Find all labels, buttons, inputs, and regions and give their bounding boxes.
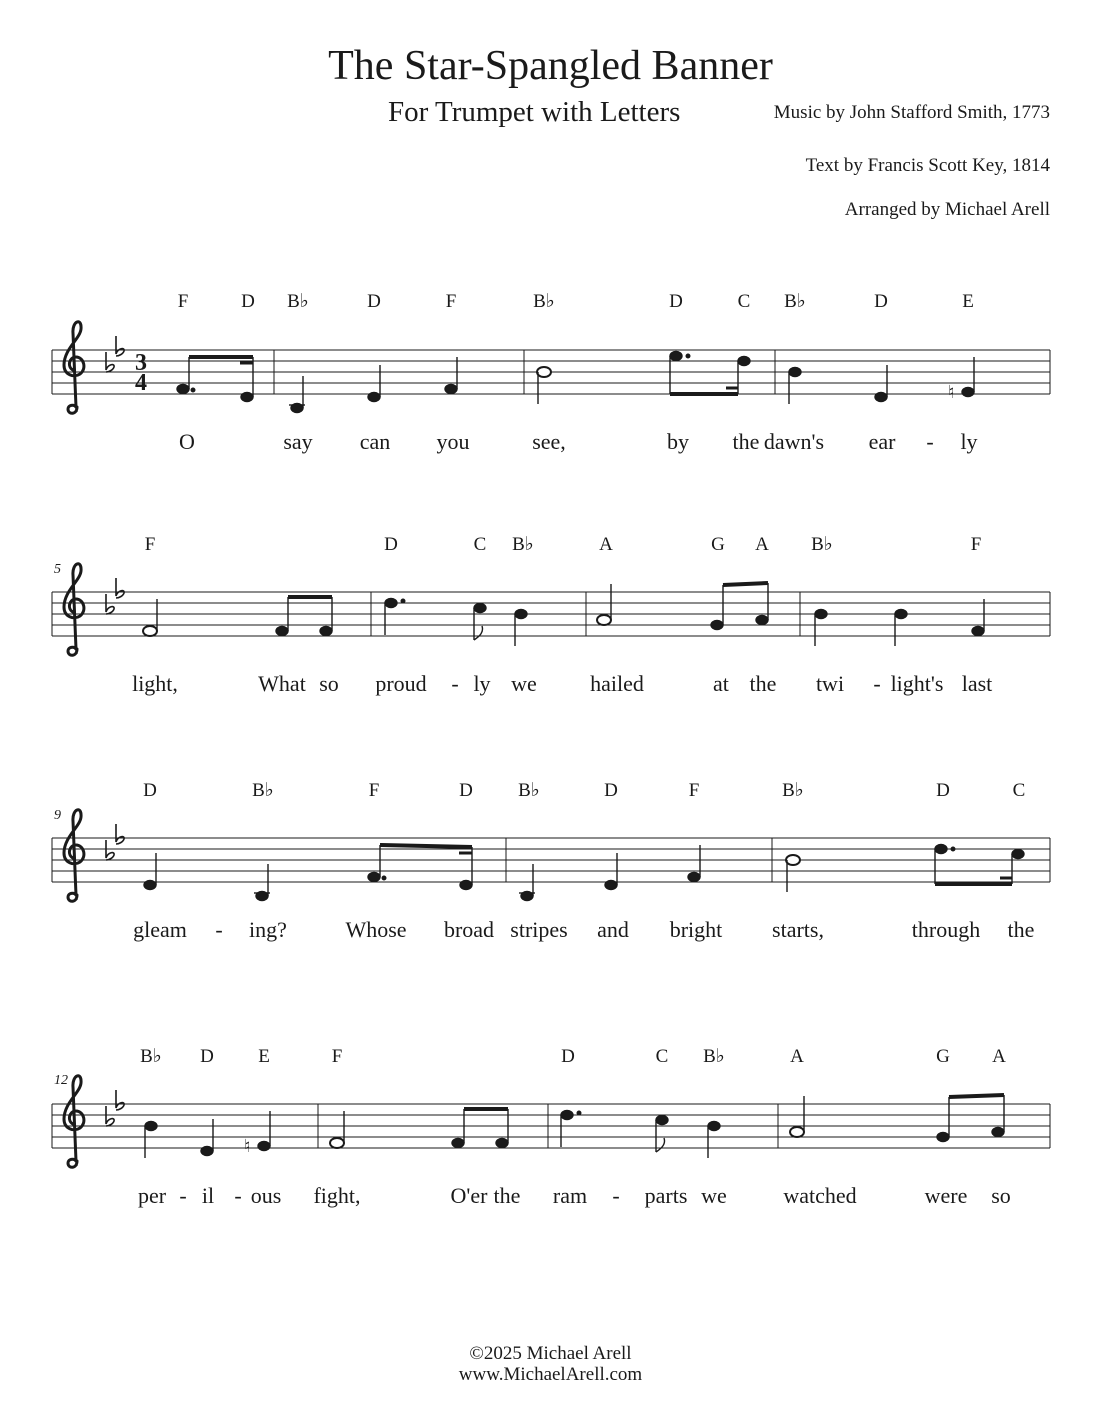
measure-number: 9 <box>54 808 61 823</box>
lyric-syllable: broad <box>443 917 495 942</box>
note-letter: D <box>367 291 381 312</box>
note-letter: G <box>711 534 725 555</box>
lyric-syllable: ear <box>868 429 896 454</box>
lyric-syllable: we <box>701 1183 727 1208</box>
lyric-syllable: say <box>283 429 313 454</box>
flat-icon <box>116 1090 124 1110</box>
text-credit: Text by Francis Scott Key, 1814 <box>805 155 1050 176</box>
flat-icon <box>116 336 124 356</box>
lyric-syllable: bright <box>669 917 723 942</box>
staff-system-2 <box>52 564 1050 656</box>
measure-number: 12 <box>54 1073 68 1088</box>
note-letter: A <box>755 534 769 555</box>
lyric-syllable: were <box>924 1183 968 1208</box>
note-letter: B♭ <box>703 1046 725 1067</box>
note-letter: G <box>936 1046 950 1067</box>
note-letter: E <box>258 1046 270 1067</box>
lyric-syllable: - <box>179 1183 187 1208</box>
note-letter: B♭ <box>287 291 309 312</box>
lyric-syllable: - <box>215 917 223 942</box>
lyric-syllable: fight, <box>313 1183 361 1208</box>
treble-clef-icon <box>64 564 84 656</box>
note-letter: C <box>1012 780 1026 801</box>
time-signature-bottom: 4 <box>135 370 147 396</box>
lyric-syllable: hailed <box>590 671 644 696</box>
note-letter: B♭ <box>782 780 804 801</box>
note-letter: D <box>604 780 618 801</box>
lyric-syllable: stripes <box>510 917 568 942</box>
lyrics <box>132 429 1034 1208</box>
copyright-text: ©2025 Michael Arell <box>469 1343 632 1364</box>
note-letter: A <box>790 1046 804 1067</box>
lyric-syllable: - <box>451 671 459 696</box>
lyric-syllable: so <box>319 671 339 696</box>
staff-system-1 <box>52 322 1050 414</box>
lyric-syllable: you <box>436 429 470 454</box>
flat-icon <box>106 840 114 860</box>
lyric-syllable: - <box>612 1183 620 1208</box>
lyric-syllable: the <box>749 671 777 696</box>
lyric-syllable: and <box>597 917 629 942</box>
lyric-syllable: by <box>667 429 689 454</box>
notes <box>144 845 1024 901</box>
website-link[interactable]: www.MichaelArell.com <box>458 1364 643 1385</box>
lyric-syllable: see, <box>532 429 566 454</box>
lyric-syllable: per <box>137 1183 167 1208</box>
lyric-syllable: the <box>1007 917 1035 942</box>
footer <box>0 1343 1101 1385</box>
note-letter: C <box>473 534 487 555</box>
note-letter: D <box>143 780 157 801</box>
svg-text:♮: ♮ <box>244 1136 251 1156</box>
staff-lines <box>52 838 1050 882</box>
note-letter: A <box>599 534 613 555</box>
note-letter: D <box>384 534 398 555</box>
lyric-syllable: ly <box>960 429 978 454</box>
measure-number: 5 <box>54 562 61 577</box>
lyric-syllable: light's <box>890 671 944 696</box>
lyric-syllable: so <box>991 1183 1011 1208</box>
lyric-syllable: last <box>961 671 993 696</box>
treble-clef-icon <box>64 810 84 902</box>
note-letter: B♭ <box>784 291 806 312</box>
lyric-syllable: Whose <box>345 917 407 942</box>
note-letter: D <box>936 780 950 801</box>
page-title: The Star-Spangled Banner <box>328 43 773 89</box>
lyric-syllable: we <box>511 671 537 696</box>
treble-clef-icon <box>64 1076 84 1168</box>
staff-lines <box>52 1104 1050 1148</box>
treble-clef-icon <box>64 322 84 414</box>
lyric-syllable: O <box>179 429 195 454</box>
note-letter: F <box>368 780 380 801</box>
note-letter: F <box>144 534 156 555</box>
note-letter: B♭ <box>811 534 833 555</box>
lyric-syllable: at <box>713 671 729 696</box>
note-letter: B♭ <box>533 291 555 312</box>
note-letter: B♭ <box>252 780 274 801</box>
lyric-syllable: - <box>234 1183 242 1208</box>
svg-text:♮: ♮ <box>948 382 955 402</box>
lyric-syllable: parts <box>644 1183 688 1208</box>
page-subtitle: For Trumpet with Letters <box>388 96 681 128</box>
note-letter: F <box>445 291 457 312</box>
note-letter: D <box>241 291 255 312</box>
time-signature-top: 3 <box>135 350 147 376</box>
lyric-syllable: - <box>926 429 934 454</box>
lyric-syllable: starts, <box>772 917 824 942</box>
note-letter: D <box>669 291 683 312</box>
note-letter: B♭ <box>140 1046 162 1067</box>
note-letter: E <box>962 291 974 312</box>
note-letter: C <box>737 291 751 312</box>
staff-system-3 <box>52 810 1050 902</box>
note-letter: D <box>874 291 888 312</box>
lyric-syllable: - <box>873 671 881 696</box>
lyric-syllable: ing? <box>249 917 287 942</box>
lyric-syllable: proud <box>375 671 427 696</box>
lyric-syllable: light, <box>132 671 178 696</box>
note-letter: C <box>655 1046 669 1067</box>
note-letter: F <box>688 780 700 801</box>
lyric-syllable: through <box>911 917 981 942</box>
lyric-syllable: gleam <box>133 917 187 942</box>
lyric-syllable: twi <box>815 671 845 696</box>
note-letter: D <box>561 1046 575 1067</box>
lyric-syllable: ram <box>552 1183 588 1208</box>
note-letter: F <box>331 1046 343 1067</box>
lyric-syllable: can <box>359 429 391 454</box>
note-letter: F <box>177 291 189 312</box>
flat-icon <box>116 824 124 844</box>
flat-icon <box>106 1106 114 1126</box>
note-letter: D <box>459 780 473 801</box>
note-letter: D <box>200 1046 214 1067</box>
note-letter: F <box>970 534 982 555</box>
lyric-syllable: ly <box>473 671 491 696</box>
flat-icon <box>106 352 114 372</box>
note-letter: B♭ <box>512 534 534 555</box>
lyric-syllable: il <box>201 1183 215 1208</box>
flat-icon <box>106 594 114 614</box>
lyric-syllable: What <box>258 671 306 696</box>
lyric-syllable: O'er <box>450 1183 488 1208</box>
lyric-syllable: dawn's <box>763 429 825 454</box>
flat-icon <box>116 578 124 598</box>
music-credit: Music by John Stafford Smith, 1773 <box>773 102 1050 123</box>
note-letter: A <box>992 1046 1006 1067</box>
lyric-syllable: the <box>732 429 760 454</box>
arranger-credit: Arranged by Michael Arell <box>844 199 1050 220</box>
note-letter: B♭ <box>518 780 540 801</box>
lyric-syllable: ous <box>250 1183 282 1208</box>
lyric-syllable: watched <box>783 1183 857 1208</box>
staff-system-4 <box>52 1076 1050 1168</box>
lyric-syllable: the <box>493 1183 521 1208</box>
